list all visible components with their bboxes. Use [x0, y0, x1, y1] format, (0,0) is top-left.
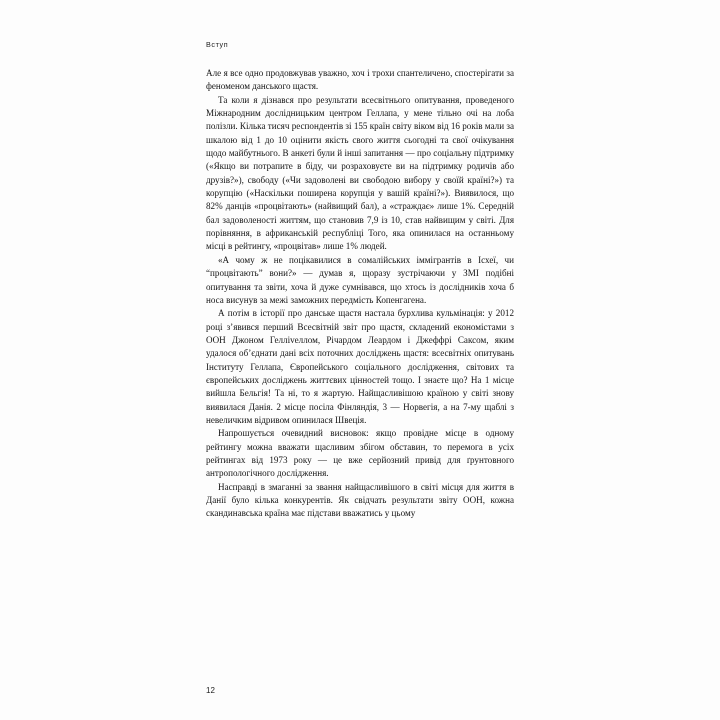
paragraph: Насправді в змаганні за звання найщасливішого в світі місця для життя в Данії було кілька конкурентів. Як свідчать результати звіту ООН, кожна скандинавська країна має підстави вважатись у цьому	[206, 481, 514, 519]
paragraph: А потім в історії про данське щастя настала бурхлива кульмінація: у 2012 році з’явився перший Всесвітній звіт про щастя, складений економістами з ООН Джоном Гелліveллом, Річардом Леардом і Джеффрі Саксом, яким удалося об’єднати дані всіх поточних досліджень щастя: всесвітніх опитувань Інституту Геллапа, Європейського соціального дослідження, світових та європейських досліджень життєвих цінностей тощо. І знаєте що? На 1 місце вийшла Бельгія! Та ні, то я жартую. Найщасливішою країною у світі знову виявилася Данія. 2 місце посіла Фінляндія, 3 — Норвегія, а на 7-му щаблі з невеличким відривом опинилася Швеція.	[206, 308, 514, 425]
page-number: 12	[206, 686, 215, 695]
body-text	[206, 67, 514, 521]
paragraph: Напрошується очевидний висновок: якщо провідне місце в одному рейтингу можна вважати щасливим збігом обставин, то перемога в усіх рейтингах від 1973 року — це вже серйозний привід для ґрунтовного антропологічного дослідження.	[206, 428, 514, 479]
paragraph: «А чому ж не поцікавилися в сомалійських іммігрантів в Ісхеї, чи “процвітають” вони?» — думав я, щоразу зустрічаючи у ЗМІ подібні опитування та звіти, хоча й дуже сумнівався, що хтось із дослідників хоча б носа висунув за межі заможних передмість Копенгагена.	[206, 254, 514, 305]
running-head: Вступ	[206, 40, 229, 49]
paragraph: Але я все одно продовжував уважно, хоч і трохи спантеличено, спостерігати за феноменом данського щастя.	[206, 68, 514, 92]
text-column	[206, 40, 514, 521]
paragraph: Та коли я дізнався про результати всесвітнього опитування, проведеного Міжнародним дослідницьким центром Геллапа, у мене тільно очі на лоба полізли. Кілька тисяч респондентів зі 155 країн світу віком від 16 років мали за шкалою від 1 до 10 оцінити якість свого життя сьогодні та свої очікування щодо майбутнього. В анкеті були й інші запитання — про соціальну підтримку («Якщо ви потрапите в біду, чи розраховуєте ви на підтримку родичів або друзів?»), свободу («Чи задоволені ви свободою вибору у своїй країні?») та корупцію («Наскільки поширена корупція у вашій країні?»). Виявилося, що 82% данців «процвітають» (найвищий бал), а «страждає» лише 1%. Середній бал задоволеності життям, що становив 7,9 із 10, став найвищим у світі. Для порівняння, в африканській республіці Того, яка опинилася на останньому місці в рейтингу, «процвітав» лише 1% людей.	[206, 94, 514, 252]
